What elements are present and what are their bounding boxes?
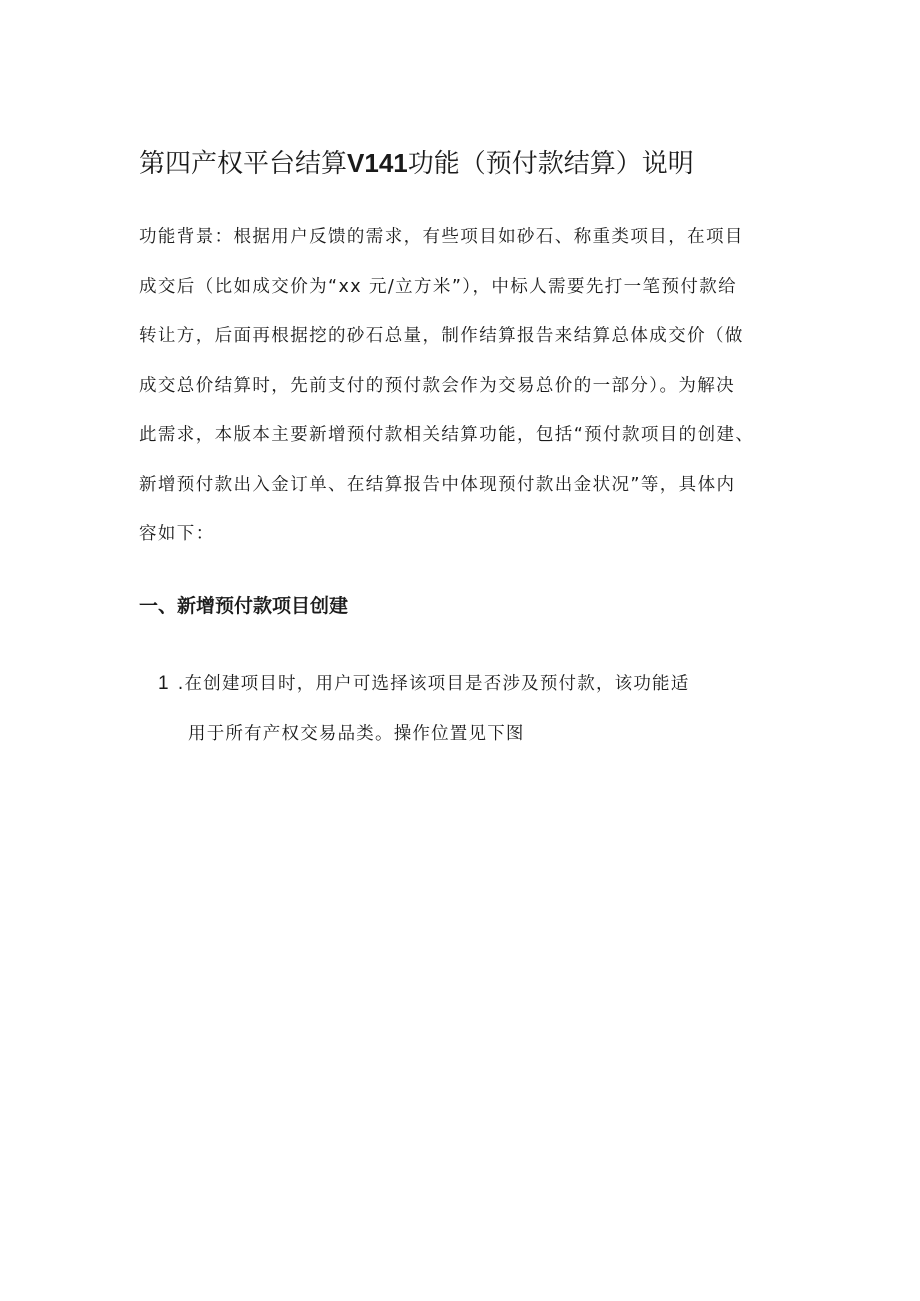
background-line: 此需求，本版本主要新增预付款相关结算功能，包括“预付款项目的创建、 [139,425,755,445]
background-line: 容如下： [139,524,215,544]
background-line: 新增预付款出入金订单、在结算报告中体现预付款出金状况”等，具体内 [139,474,736,495]
background-line: 成交后（比如成交价为“xx 元/立方米”），中标人需要先打一笔预付款给 [139,276,738,297]
background-line: 功能背景：根据用户反馈的需求，有些项目如砂石、称重类项目，在项目 [139,227,744,247]
list-item-number: 1 [158,673,170,694]
list-item-continuation: 用于所有产权交易品类。操作位置见下图 [188,723,525,744]
background-line: 成交总价结算时，先前支付的预付款会作为交易总价的一部分）。为解决 [139,375,736,396]
section-heading: 一、新增预付款项目创建 [139,595,349,617]
background-line: 转让方，后面再根据挖的砂石总量，制作结算报告来结算总体成交价（做 [139,326,744,346]
title-version: V141 [347,148,408,178]
list-item [158,667,798,766]
document-title [139,142,859,185]
background-paragraph [139,220,799,567]
list-item-text: .在创建项目时，用户可选择该项目是否涉及预付款，该功能适 [177,674,690,694]
title-prefix: 第四产权平台结算 [139,149,348,179]
title-suffix: 功能（预付款结算）说明 [407,149,694,179]
list-item-first-line [158,667,798,701]
